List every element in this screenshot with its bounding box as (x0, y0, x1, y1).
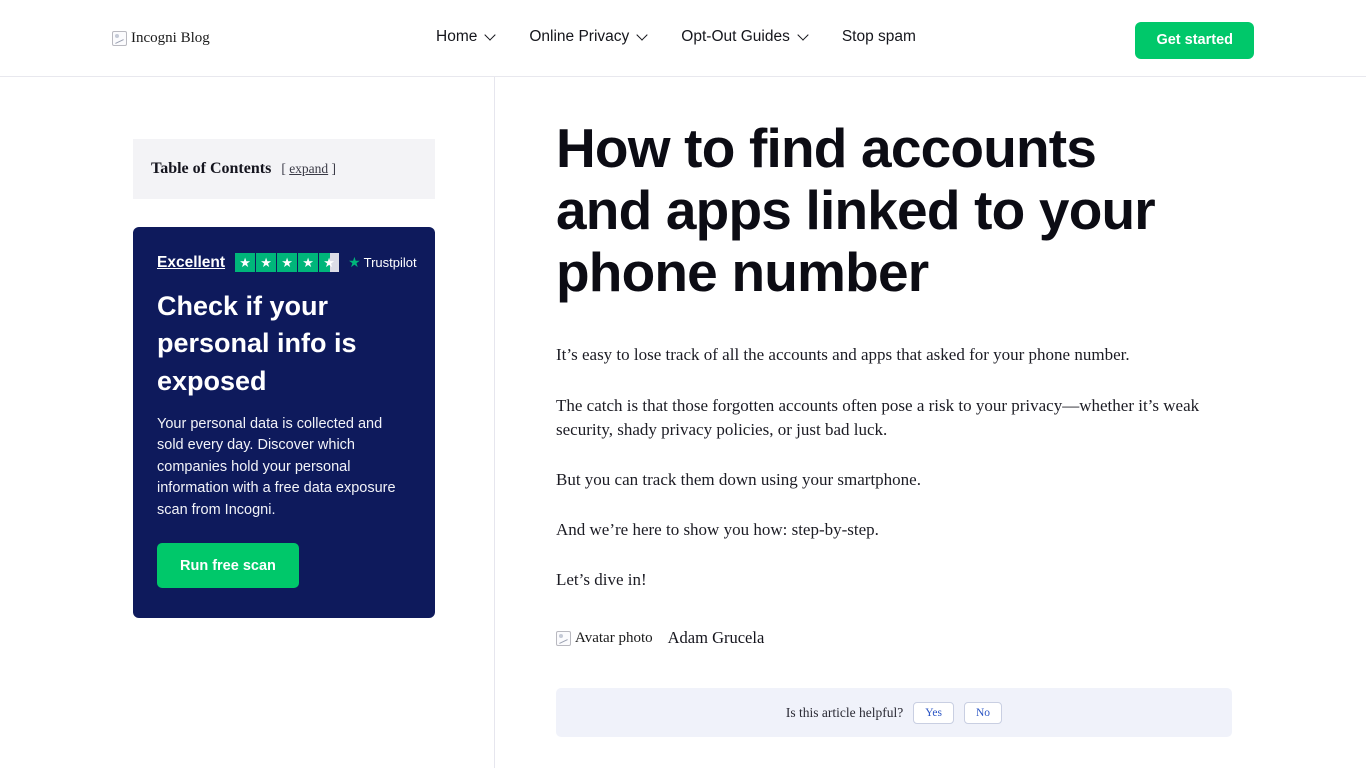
star-icon: ★ (235, 253, 255, 272)
feedback-no-button[interactable]: No (964, 702, 1002, 724)
site-logo-link[interactable] (112, 31, 210, 46)
star-half-icon: ★ (319, 253, 339, 272)
nav-item-home[interactable] (436, 28, 495, 46)
avatar (556, 631, 653, 646)
feedback-question: Is this article helpful? (785, 704, 904, 720)
article-content (495, 77, 1366, 768)
article-paragraph: The catch is that those forgotten accounts often pose a risk to your privacy—whether it’s weak security, shady privacy policies, or just bad luck. (556, 395, 1200, 439)
nav-item-opt-out-guides[interactable] (681, 28, 808, 46)
logo-alt-text: Incogni Blog (131, 30, 210, 46)
nav-item-opt-out-guides-label: Opt-Out Guides (681, 28, 790, 45)
nav-item-online-privacy[interactable] (529, 28, 647, 46)
toc-title: Table of Contents (151, 160, 272, 177)
promo-heading: Check if your personal info is exposed (157, 291, 357, 396)
article-paragraph: But you can track them down using your smartphone. (556, 469, 921, 489)
chevron-down-icon (799, 31, 808, 40)
star-rating (235, 253, 339, 272)
avatar-alt-text: Avatar photo (575, 629, 653, 646)
article-paragraph: And we’re here to show you how: step-by-step. (556, 519, 879, 539)
broken-image-icon (556, 631, 571, 646)
nav-item-home-label: Home (436, 28, 478, 45)
author-name[interactable]: Adam Grucela (667, 628, 765, 648)
article-paragraph: Let’s dive in! (556, 570, 647, 590)
trustpilot-label: Trustpilot (363, 255, 417, 270)
article-feedback (556, 688, 1232, 737)
toc-expand-toggle[interactable] (281, 161, 336, 177)
run-free-scan-button[interactable]: Run free scan (157, 543, 299, 588)
promo-body: Your personal data is collected and sold every day. Discover which companies hold your personal information with a free data exposure scan from Incogni. (157, 415, 396, 518)
feedback-yes-button[interactable]: Yes (913, 702, 954, 724)
trustpilot-rating-word: Excellent (157, 253, 226, 271)
promo-card (133, 227, 435, 618)
nav-item-stop-spam-label: Stop spam (841, 28, 916, 45)
site-header (0, 0, 1366, 77)
trustpilot-rating (157, 253, 417, 272)
nav-item-stop-spam[interactable] (842, 28, 916, 46)
main-navigation (436, 28, 916, 46)
broken-image-icon (112, 31, 127, 46)
sidebar (0, 77, 495, 768)
article-paragraph: It’s easy to lose track of all the accounts and apps that asked for your phone number. (556, 345, 1130, 365)
nav-item-online-privacy-label: Online Privacy (529, 28, 630, 45)
toc-expand-prefix: [ (281, 161, 290, 176)
trustpilot-star-icon: ★ (348, 254, 361, 270)
star-icon: ★ (298, 253, 318, 272)
chevron-down-icon (486, 31, 495, 40)
article-title: How to find accounts and apps linked to your phone number (556, 117, 1155, 304)
logo-broken-image (112, 31, 210, 46)
get-started-button[interactable]: Get started (1135, 22, 1254, 59)
toc-expand-label: expand (289, 161, 329, 176)
page-body (0, 77, 1366, 768)
toc-expand-suffix: ] (328, 161, 337, 176)
chevron-down-icon (638, 31, 647, 40)
trustpilot-logo (348, 254, 417, 271)
star-icon: ★ (256, 253, 276, 272)
star-icon: ★ (277, 253, 297, 272)
table-of-contents (133, 139, 435, 199)
article-byline (556, 628, 1366, 648)
